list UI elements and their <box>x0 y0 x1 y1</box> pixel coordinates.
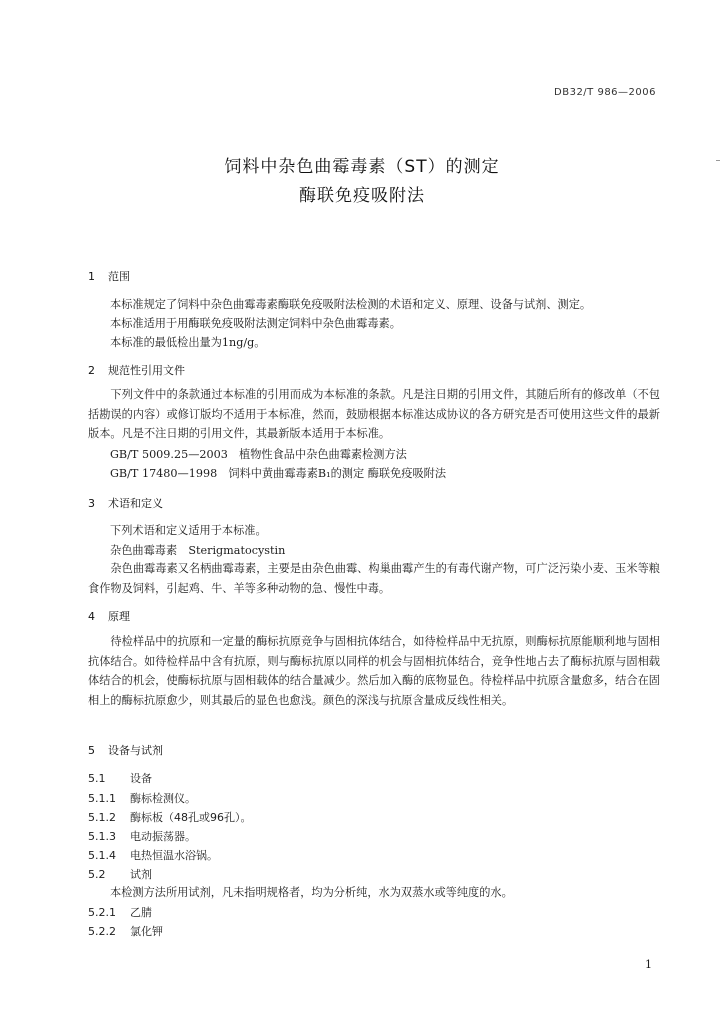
subsection-text: 试剂 <box>130 868 152 881</box>
scope-line-3: 本标准的最低检出量为1ng/g。 <box>110 336 266 349</box>
subsection-text: 氯化钾 <box>130 925 163 938</box>
section-2-heading <box>88 362 185 378</box>
reference-item: GB/T 5009.25—2003 植物性食品中杂色曲霉素检测方法 <box>110 448 407 461</box>
subsection-number: 5.2 <box>88 868 106 881</box>
subsection-5-1-1 <box>88 790 196 806</box>
subsection-5-1-4 <box>88 847 218 863</box>
subsection-number: 5.2.1 <box>88 906 116 919</box>
reagent-note: 本检测方法所用试剂，凡未指明规格者，均为分析纯，水为双蒸水或等纯度的水。 <box>110 886 513 899</box>
section-number: 3 <box>88 497 95 510</box>
scope-line-1: 本标准规定了饲料中杂色曲霉毒素酶联免疫吸附法检测的术语和定义、原理、设备与试剂、测定。 <box>110 298 592 311</box>
subsection-number: 5.1 <box>88 772 106 785</box>
section-1-heading <box>88 268 130 284</box>
term-entry: 杂色曲霉毒素 Sterigmatocystin <box>110 544 286 557</box>
section-number: 2 <box>88 364 95 377</box>
subsection-5-1-2 <box>88 809 252 825</box>
section-4-heading <box>88 608 130 624</box>
section-number: 4 <box>88 610 95 623</box>
subsection-5-2-2 <box>88 923 163 939</box>
principle-paragraph: 待检样品中的抗原和一定量的酶标抗原竞争与固相抗体结合，如待检样品中无抗原，则酶标抗原能顺利地与固相抗体结合。如待检样品中含有抗原，则与酶标抗原以同样的机会与固相抗体结合，竞争性地占去了酶标抗原与固相载体结合的机会，使酶标抗原与固相载体的结合量减少。然后加入酶的底物显色。待检样品中抗原含量愈多，结合在固相上的酶标抗原愈少，则其最后的显色也愈浅。颜色的深浅与抗原含量成反线性相关。 <box>88 635 660 707</box>
document-subtitle: 酶联免疫吸附法 <box>299 186 425 206</box>
subsection-text: 酶标检测仪。 <box>130 792 196 805</box>
subsection-text: 酶标板（48孔或96孔）。 <box>130 811 252 824</box>
subsection-number: 5.1.2 <box>88 811 116 824</box>
section-title: 设备与试剂 <box>108 744 163 757</box>
term-definition: 杂色曲霉毒素又名柄曲霉毒素，主要是由杂色曲霉、构巢曲霉产生的有毒代谢产物，可广泛污染小麦、玉米等粮食作物及饲料，引起鸡、牛、羊等多种动物的急、慢性中毒。 <box>88 562 660 595</box>
subsection-number: 5.1.4 <box>88 849 116 862</box>
section-3-heading <box>88 495 163 511</box>
section-number: 1 <box>88 270 95 283</box>
page-number: 1 <box>645 958 652 971</box>
document-title: 饲料中杂色曲霉毒素（ST）的测定 <box>224 157 500 177</box>
subsection-text: 乙腈 <box>130 906 152 919</box>
section-title: 原理 <box>108 610 130 623</box>
section-number: 5 <box>88 744 95 757</box>
scope-line-2: 本标准适用于用酶联免疫吸附法测定饲料中杂色曲霉毒素。 <box>110 317 401 330</box>
terms-intro: 下列术语和定义适用于本标准。 <box>110 524 267 537</box>
section-5-heading <box>88 742 163 758</box>
section-title: 规范性引用文件 <box>108 364 185 377</box>
subsection-text: 设备 <box>130 772 152 785</box>
document-id: DB32/T 986—2006 <box>554 87 656 98</box>
subsection-number: 5.1.3 <box>88 830 116 843</box>
subsection-5-1-3 <box>88 828 196 844</box>
subsection-number: 5.1.1 <box>88 792 116 805</box>
normative-references-paragraph: 下列文件中的条款通过本标准的引用而成为本标准的条款。凡是注日期的引用文件，其随后所有的修改单（不包括勘误的内容）或修订版均不适用于本标准，然而，鼓励根据本标准达成协议的各方研究是否可使用这些文件的最新版本。凡是不注日期的引用文件，其最新版本适用于本标准。 <box>88 388 660 440</box>
subsection-5-1 <box>88 770 152 786</box>
subsection-text: 电动振荡器。 <box>130 830 196 843</box>
scan-edge-mark <box>716 160 720 161</box>
reference-item: GB/T 17480—1998 饲料中黄曲霉毒素B₁的测定 酶联免疫吸附法 <box>110 467 447 480</box>
subsection-text: 电热恒温水浴锅。 <box>130 849 218 862</box>
section-title: 范围 <box>108 270 130 283</box>
subsection-5-2-1 <box>88 904 152 920</box>
subsection-number: 5.2.2 <box>88 925 116 938</box>
section-title: 术语和定义 <box>108 497 163 510</box>
subsection-5-2 <box>88 866 152 882</box>
